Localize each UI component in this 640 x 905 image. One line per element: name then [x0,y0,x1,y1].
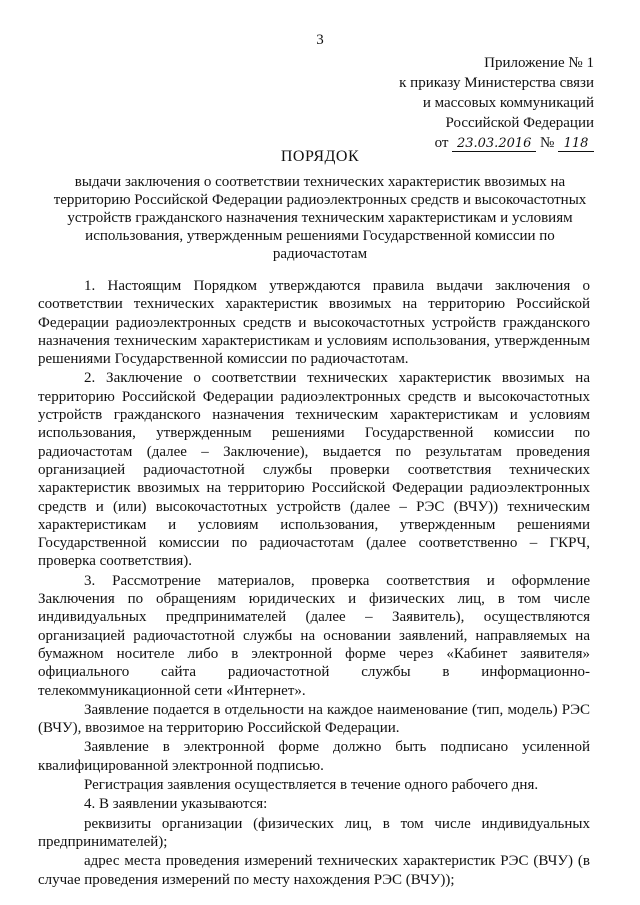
handwritten-number: 118 [558,137,594,152]
paragraph: 4. В заявлении указываются: [84,796,268,813]
paragraph: Заявление подается в отдельности на каждое наименование (тип, модель) РЭС (ВЧУ), ввозимое на территорию Российской Федерации. [38,701,590,737]
paragraph: 2. Заключение о соответствии технических характеристик ввозимых на территорию Российской Федерации радиоэлектронных средств и высокочастотных устройств гражданского назначения техническим характеристикам и условиям использования, утвержденным решениями Государственной комиссии по радиочастотам (далее – Заключение), выдается по результатам проведения организацией радиочастотной службы проверки соответствия технических характеристик ввозимых на территорию Российской Федерации радиоэлектронных средств и (или) высокочастотных устройств (далее – РЭС (ВЧУ)) техническим характеристикам и условиям использования, утвержденным решениями Государственной комиссии по радиочастотам (далее соответственно – ГКРЧ, проверка соответствия). [38,370,590,570]
document-title: ПОРЯДОК [280,148,360,165]
paragraph: адрес места проведения измерений технических характеристик РЭС (ВЧУ) (в случае проведения измерений по месту нахождения РЭС (ВЧУ)); [38,853,590,888]
date-prefix: от [434,135,449,151]
paragraph: 1. Настоящим Порядком утверждаются правила выдачи заключения о соответствии технических характеристик ввозимых на территорию Российской Федерации радиоэлектронных средств и высокочастотных устройств гражданского назначения техническим характеристикам и условиям использования, утвержденным решениями Государственной комиссии по радиочастотам. [38,278,590,368]
document-body [38,277,590,890]
handwritten-date: 23.03.2016 [452,137,536,152]
appendix-line: к приказу Министерства связи [399,75,594,91]
number-prefix: № [539,135,555,151]
paragraph: Заявление в электронной форме должно быть подписано усиленной квалифицированной электронной подписью. [38,739,590,774]
appendix-header [399,53,594,153]
appendix-line: и массовых коммуникаций [422,95,594,111]
appendix-line: Приложение № 1 [484,55,594,71]
appendix-line: Российской Федерации [445,115,594,131]
paragraph: Регистрация заявления осуществляется в течение одного рабочего дня. [84,777,539,794]
paragraph: реквизиты организации (физических лиц, в том числе индивидуальных предпринимателей); [38,815,590,850]
document-subtitle: выдачи заключения о соответствии технических характеристик ввозимых на территорию Российской Федерации радиоэлектронных средств и высокочастотных устройств гражданского назначения техническим характеристикам и условиям использования, утвержденным решениями Государственной комиссии по радиочастотам [53,174,587,262]
paragraph: 3. Рассмотрение материалов, проверка соответствия и оформление Заключения по обращениям юридических и физических лиц, в том числе индивидуальных предпринимателей (далее – Заявитель), осуществляются организацией радиочастотной службы на основании заявлений, направляемых на бумажном носителе либо в электронной форме через «Кабинет заявителя» официального сайта радиочастотной службы в информационно-телекоммуникационной сети «Интернет». [38,572,590,699]
page-number: 3 [316,32,324,48]
